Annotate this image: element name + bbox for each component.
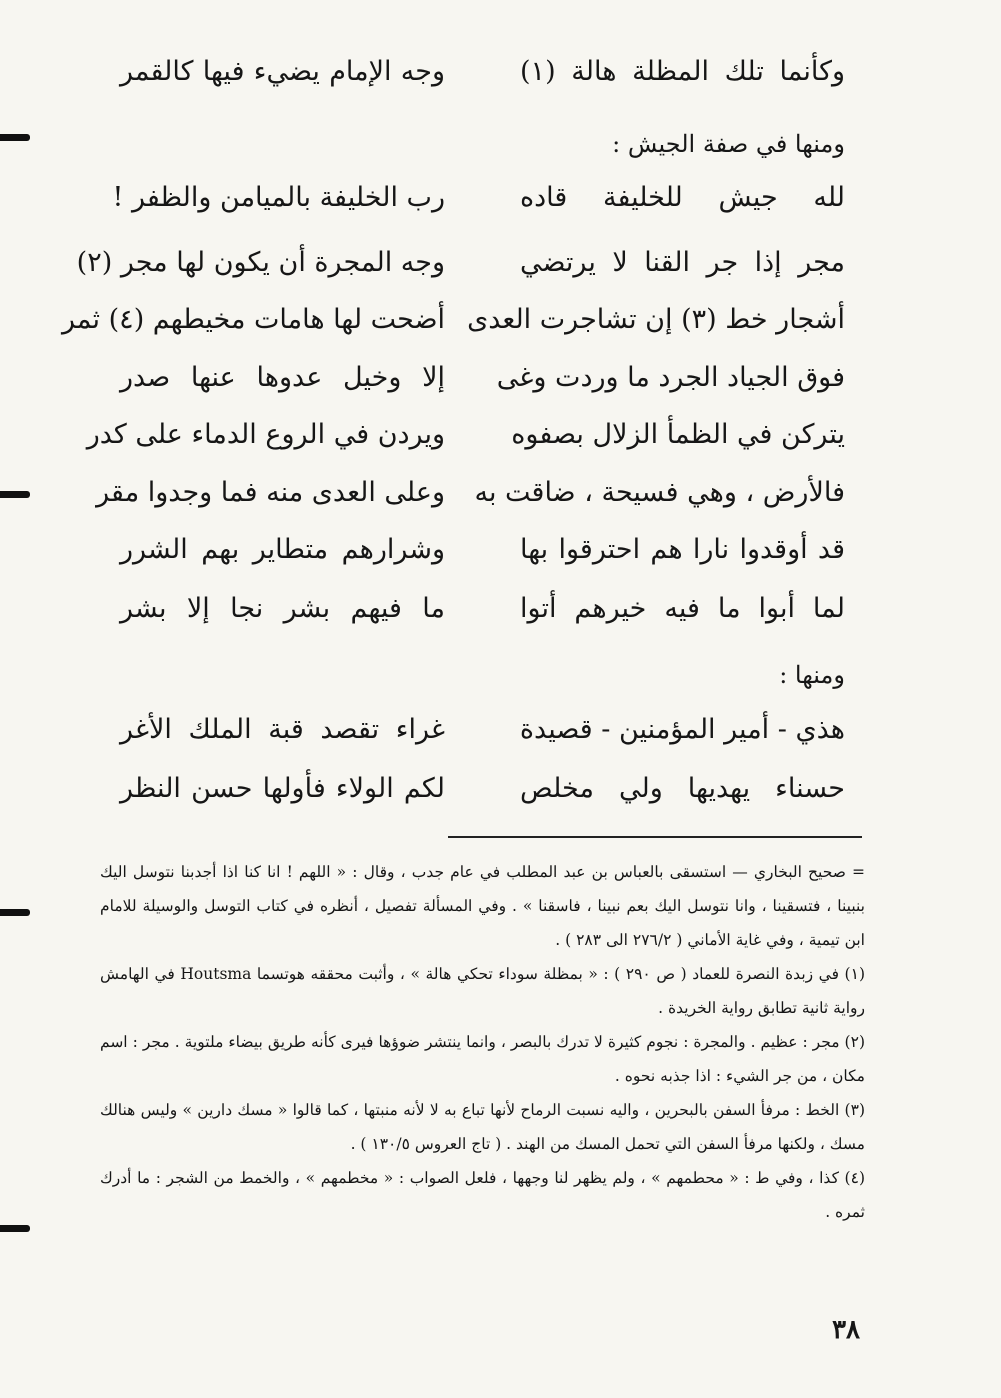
verse-first-hemistich: مجر إذا جر القنا لا يرتضي bbox=[520, 247, 845, 278]
verse-line bbox=[0, 290, 1001, 350]
verse-second-hemistich: ما فيهم بشر نجا إلا بشر bbox=[120, 593, 445, 624]
verse-line bbox=[0, 42, 1001, 102]
scan-edge-mark bbox=[0, 909, 30, 916]
verse-first-hemistich: وكأنما تلك المظلة هالة (١) bbox=[520, 56, 845, 87]
verse-line bbox=[0, 700, 1001, 760]
verse-first-hemistich: لله جيش للخليفة قاده bbox=[520, 182, 845, 213]
section-heading: ومنها : bbox=[779, 661, 845, 689]
verse-line bbox=[0, 405, 1001, 465]
verse-second-hemistich: رب الخليفة بالميامن والظفر ! bbox=[112, 182, 445, 213]
verse-line bbox=[0, 463, 1001, 523]
verse-second-hemistich: ويردن في الروع الدماء على كدر bbox=[86, 419, 445, 450]
verse-second-hemistich: غراء تقصد قبة الملك الأغر bbox=[120, 714, 445, 745]
verse-second-hemistich: وعلى العدى منه فما وجدوا مقر bbox=[96, 477, 445, 508]
footnote-separator bbox=[448, 836, 862, 838]
footnote-1: (١) في زبدة النصرة للعماد ( ص ٢٩٠ ) : « بمظلة سوداء تحكي هالة » ، وأثبت محققه هوتسما Houtsma في الهامش رواية ثانية تطابق رواية الخريدة . bbox=[100, 965, 865, 1017]
verse-first-hemistich: لما أبوا ما فيه خيرهم أتوا bbox=[520, 593, 845, 624]
verse-second-hemistich: وجه الإمام يضيء فيها كالقمر bbox=[120, 56, 445, 87]
scan-edge-mark bbox=[0, 1225, 30, 1232]
verse-line bbox=[0, 579, 1001, 639]
verse-first-hemistich: فوق الجياد الجرد ما وردت وغى bbox=[496, 362, 845, 393]
verse-first-hemistich: أشجار خط (٣) إن تشاجرت العدى bbox=[467, 304, 845, 335]
footnote-2: (٢) مجر : عظيم . والمجرة : نجوم كثيرة لا تدرك بالبصر ، وانما ينتشر ضوؤها فيرى كأنه طريق بيضاء ملتوية . مجر : اسم مكان ، من جر الشيء : اذا جذبه نحوه . bbox=[100, 1033, 865, 1085]
page-number: ٣٨ bbox=[832, 1315, 860, 1345]
footnote-4: (٤) كذا ، وفي ط : « محطمهم » ، ولم يظهر لنا وجهها ، فلعل الصواب : « مخطمهم » ، والخمط من الشجر : ما أدرك ثمره . bbox=[100, 1169, 865, 1221]
verse-second-hemistich: أضحت لها هامات مخيطهم (٤) ثمر bbox=[62, 304, 445, 335]
verse-line bbox=[0, 348, 1001, 408]
verse-second-hemistich: وشرارهم متطاير بهم الشرر bbox=[120, 534, 445, 565]
verse-first-hemistich: يتركن في الظمأ الزلال بصفوه bbox=[511, 419, 845, 450]
scan-edge-mark bbox=[0, 134, 30, 141]
verse-second-hemistich: وجه المجرة أن يكون لها مجر (٢) bbox=[76, 247, 445, 278]
section-heading: ومنها في صفة الجيش : bbox=[612, 130, 845, 158]
footnote-continued: = صحيح البخاري — استسقى بالعباس بن عبد المطلب في عام جدب ، وقال : « اللهم ! انا كنا اذا أجدبنا نتوسل اليك بنبينا ، فتسقينا ، وانا نتوسل اليك بعم نبينا ، فاسقنا » . وفي المسألة تفصيل ، أنظره في كتاب التوسل والوسيلة للامام ابن تيمية ، وفي غاية الأماني ( ٢٧٦/٢ الى ٢٨٣ ) . bbox=[100, 863, 865, 949]
verse-second-hemistich: إلا وخيل عدوها عنها صدر bbox=[120, 362, 445, 393]
footnotes bbox=[100, 855, 865, 1229]
verse-line bbox=[0, 759, 1001, 819]
verse-first-hemistich: هذي - أمير المؤمنين - قصيدة bbox=[519, 714, 845, 745]
verse-first-hemistich: قد أوقدوا نارا هم احترقوا بها bbox=[520, 534, 845, 565]
verse-first-hemistich: فالأرض ، وهي فسيحة ، ضاقت به bbox=[474, 477, 845, 508]
footnote-3: (٣) الخط : مرفأ السفن بالبحرين ، واليه نسبت الرماح لأنها تباع به لا لأنه منبتها ، كما قالوا « مسك دارين » وليس هنالك مسك ، ولكنها مرفأ السفن التي تحمل المسك من الهند . ( تاج العروس ١٣٠/٥ ) . bbox=[100, 1101, 865, 1153]
verse-line bbox=[0, 520, 1001, 580]
verse-line bbox=[0, 233, 1001, 293]
verse-first-hemistich: حسناء يهديها ولي مخلص bbox=[520, 773, 845, 804]
verse-line bbox=[0, 168, 1001, 228]
verse-second-hemistich: لكم الولاء فأولها حسن النظر bbox=[120, 773, 445, 804]
